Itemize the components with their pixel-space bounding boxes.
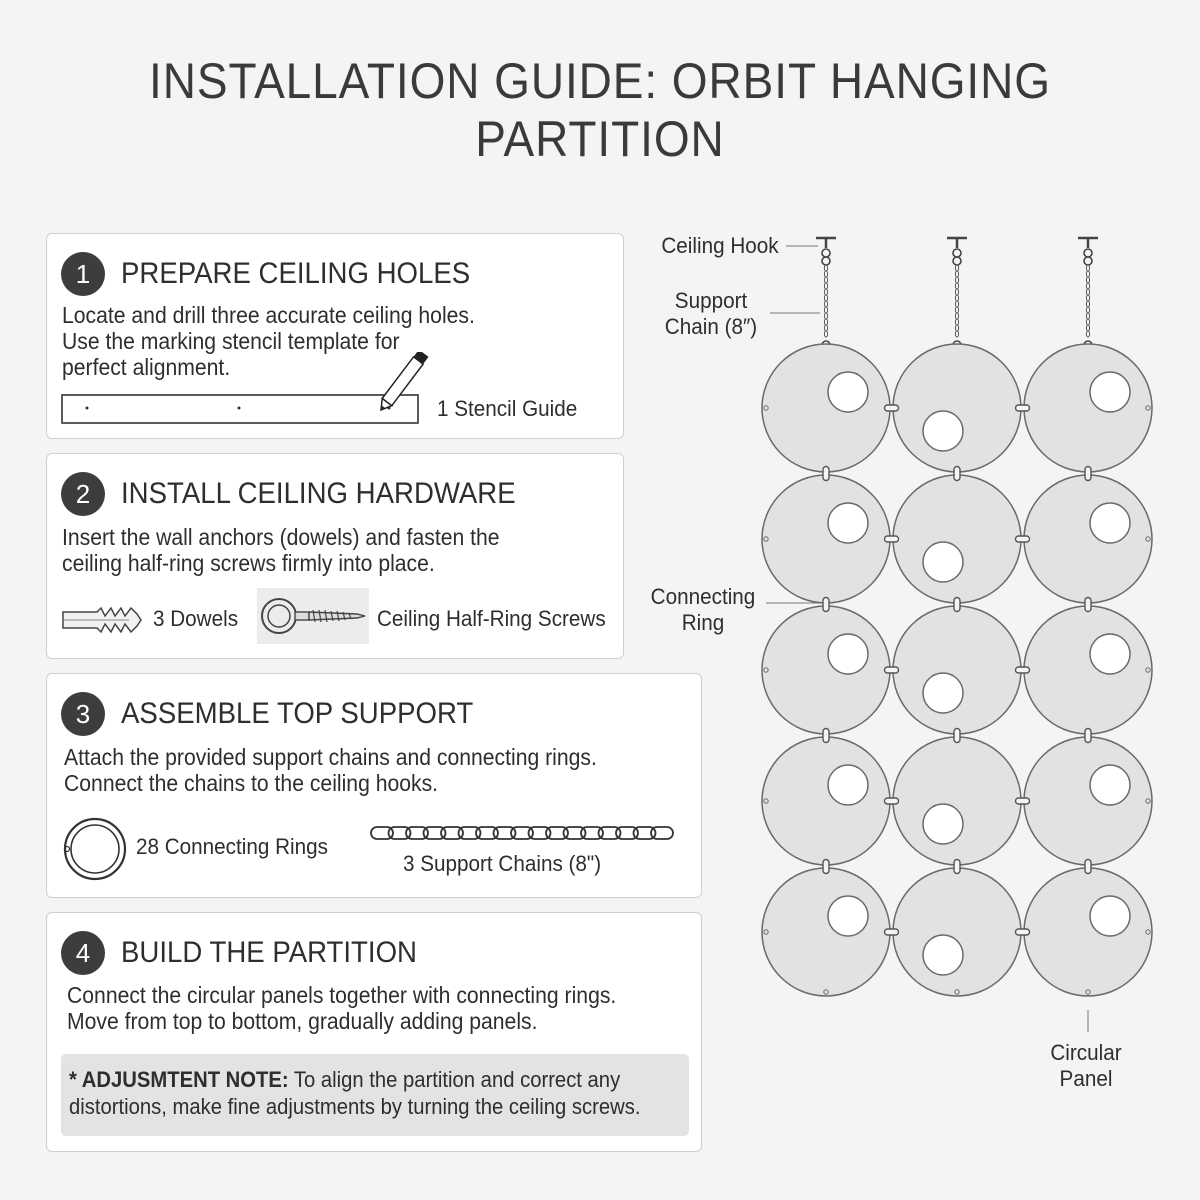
ceiling-hook-icon [1078, 238, 1098, 265]
circular-panel [762, 344, 890, 472]
circular-panel [762, 606, 890, 734]
connecting-rings-label: 28 Connecting Rings [136, 834, 328, 859]
connecting-ring [954, 598, 960, 612]
step-1-description: Locate and drill three accurate ceiling holes. Use the marking stencil template for perfect alignment. [62, 302, 475, 380]
panel-cutout [1090, 503, 1130, 543]
circular-panel [1024, 737, 1152, 865]
circular-panel [893, 868, 1021, 996]
connecting-ring [885, 929, 899, 935]
support-chain-icon [367, 821, 677, 845]
connecting-ring [1016, 667, 1030, 673]
support-chain [953, 265, 961, 349]
step-4-card [46, 912, 702, 1152]
circular-panel [1024, 606, 1152, 734]
step-1-header [61, 252, 501, 296]
connecting-ring [885, 798, 899, 804]
step-4-description: Connect the circular panels together with connecting rings. Move from top to bottom, gradually adding panels. [67, 982, 617, 1034]
connecting-ring [1016, 798, 1030, 804]
circular-panel [893, 606, 1021, 734]
circular-panel [762, 868, 890, 996]
circular-panel [893, 344, 1021, 472]
step-1-number: 1 [61, 252, 105, 296]
circular-panel [893, 475, 1021, 603]
step-4-title: BUILD THE PARTITION [121, 936, 417, 969]
connecting-ring [954, 467, 960, 481]
circular-panel [1024, 344, 1152, 472]
step-3-header [61, 692, 504, 736]
dowel-icon [59, 602, 149, 638]
step-3-card [46, 673, 702, 898]
connecting-ring [1085, 860, 1091, 874]
step-1-card [46, 233, 624, 439]
step-4-header [61, 931, 443, 975]
connecting-ring-label: Connecting Ring [650, 584, 756, 635]
adjustment-note-label: * ADJUSMTENT NOTE: [69, 1067, 289, 1092]
connecting-ring [1085, 598, 1091, 612]
panel-cutout [828, 372, 868, 412]
step-3-title: ASSEMBLE TOP SUPPORT [121, 697, 474, 730]
connecting-ring [885, 536, 899, 542]
panel-cutout [828, 896, 868, 936]
support-chain [822, 265, 830, 349]
panel-cutout [828, 765, 868, 805]
panel-cutout [923, 411, 963, 451]
dowels-label: 3 Dowels [153, 606, 239, 631]
connecting-ring [823, 467, 829, 481]
step-2-title: INSTALL CEILING HARDWARE [121, 477, 516, 510]
step-2-number: 2 [61, 472, 105, 516]
connecting-ring [885, 667, 899, 673]
panel-cutout [923, 935, 963, 975]
step-3-number: 3 [61, 692, 105, 736]
connecting-ring [1085, 729, 1091, 743]
step-2-header [61, 472, 550, 516]
stencil-guide-illustration [59, 352, 439, 432]
panel-cutout [1090, 765, 1130, 805]
support-chain-label: Support Chain (8″) [664, 288, 758, 339]
half-ring-screw-icon [257, 588, 369, 644]
stencil-hole-2 [238, 407, 241, 410]
step-2-description: Insert the wall anchors (dowels) and fasten the ceiling half-ring screws firmly into place. [62, 524, 500, 576]
step-1-title: PREPARE CEILING HOLES [121, 257, 471, 290]
panel-cutout [1090, 634, 1130, 674]
connecting-ring [1085, 467, 1091, 481]
page-title: INSTALLATION GUIDE: ORBIT HANGING PARTITION [149, 53, 1051, 167]
panel-cutout [923, 673, 963, 713]
connecting-ring [1016, 405, 1030, 411]
step-2-card [46, 453, 624, 659]
connecting-ring-icon [61, 814, 131, 884]
adjustment-note [61, 1054, 689, 1136]
circular-panel [1024, 868, 1152, 996]
connecting-ring [954, 860, 960, 874]
support-chains-label: 3 Support Chains (8") [403, 851, 602, 876]
panel-cutout [1090, 896, 1130, 936]
connecting-ring [1016, 536, 1030, 542]
panel-cutout [1090, 372, 1130, 412]
circular-panel [762, 475, 890, 603]
ceiling-hook-icon [816, 238, 836, 265]
ceiling-hook-label: Ceiling Hook [661, 233, 779, 258]
ceiling-hook-icon [947, 238, 967, 265]
support-chain [1084, 265, 1092, 349]
circular-panel-label: Circular Panel [1050, 1040, 1122, 1091]
circular-panel [1024, 475, 1152, 603]
connecting-ring [954, 729, 960, 743]
connecting-ring [1016, 929, 1030, 935]
half-ring-screws-label: Ceiling Half-Ring Screws [377, 606, 606, 631]
connecting-ring [885, 405, 899, 411]
step-4-number: 4 [61, 931, 105, 975]
panel-cutout [923, 804, 963, 844]
circular-panel [893, 737, 1021, 865]
circular-panel [762, 737, 890, 865]
panel-cutout [923, 542, 963, 582]
connecting-ring [823, 860, 829, 874]
stencil-hole-1 [86, 407, 89, 410]
connecting-ring [823, 598, 829, 612]
adjustment-note-text: To align the partition and correct any distortions, make fine adjustments by turning the ceiling screws. [69, 1067, 641, 1119]
connecting-ring [823, 729, 829, 743]
panel-cutout [828, 634, 868, 674]
step-3-description: Attach the provided support chains and connecting rings. Connect the chains to the ceiling hooks. [64, 744, 597, 796]
panel-cutout [828, 503, 868, 543]
stencil-guide-label: 1 Stencil Guide [437, 396, 578, 421]
